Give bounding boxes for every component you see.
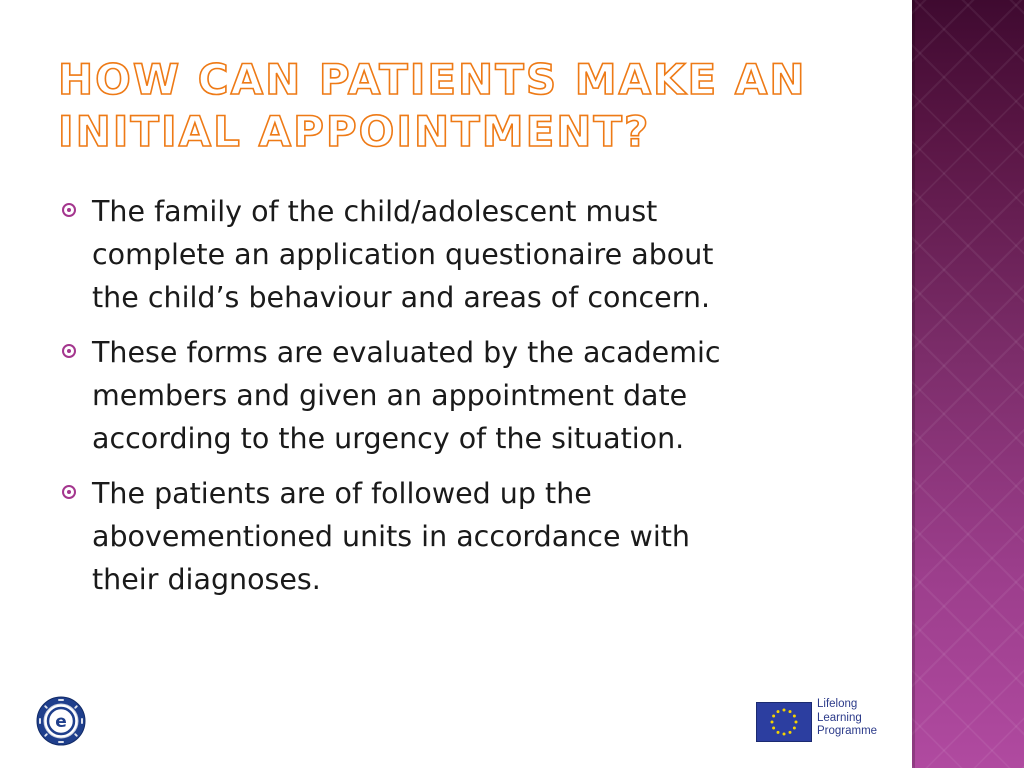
bullet-item xyxy=(62,190,842,319)
bullet-line: their diagnoses. xyxy=(92,563,321,596)
eu-star-icon xyxy=(793,715,796,718)
university-logo-letter: e xyxy=(55,712,67,732)
bullet-circle-icon xyxy=(62,203,76,217)
slide-title xyxy=(58,54,898,158)
eu-programme-label xyxy=(817,698,897,739)
eu-star-icon xyxy=(783,733,786,736)
eu-star-icon xyxy=(777,731,780,734)
bullet-item xyxy=(62,472,842,601)
eu-star-icon xyxy=(789,710,792,713)
bullet-line: members and given an appointment date xyxy=(92,379,688,412)
eu-star-icon xyxy=(772,727,775,730)
bullet-list xyxy=(62,190,842,613)
eu-star-icon xyxy=(783,709,786,712)
eu-star-icon xyxy=(789,731,792,734)
bullet-circle-icon xyxy=(62,485,76,499)
eu-programme-line: Programme xyxy=(817,725,878,737)
bullet-line: The family of the child/adolescent must xyxy=(92,195,658,228)
bullet-line: These forms are evaluated by the academic xyxy=(92,336,721,369)
eu-flag-icon xyxy=(756,702,812,742)
bullet-line: complete an application questionaire about xyxy=(92,238,714,271)
bullet-circle-icon xyxy=(62,344,76,358)
university-seal-icon xyxy=(36,696,86,746)
decorative-side-band xyxy=(912,0,1024,768)
university-logo xyxy=(36,696,86,746)
eu-star-icon xyxy=(793,727,796,730)
title-line: INITIAL APPOINTMENT? xyxy=(58,107,651,156)
title-line: HOW CAN PATIENTS MAKE AN xyxy=(58,55,807,104)
eu-star-icon xyxy=(777,710,780,713)
eu-stars-ring-icon xyxy=(757,703,811,741)
bullet-line: according to the urgency of the situation. xyxy=(92,422,685,455)
eu-lifelong-learning-logo xyxy=(756,698,896,746)
eu-programme-line: Lifelong xyxy=(817,698,858,710)
bullet-line: abovementioned units in accordance with xyxy=(92,520,690,553)
eu-star-icon xyxy=(772,715,775,718)
bullet-item xyxy=(62,331,842,460)
bullet-line: The patients are of followed up the xyxy=(92,477,592,510)
bullet-line: the child’s behaviour and areas of concern. xyxy=(92,281,711,314)
eu-programme-line: Learning xyxy=(817,711,862,724)
eu-star-icon xyxy=(795,721,798,724)
eu-star-icon xyxy=(771,721,774,724)
